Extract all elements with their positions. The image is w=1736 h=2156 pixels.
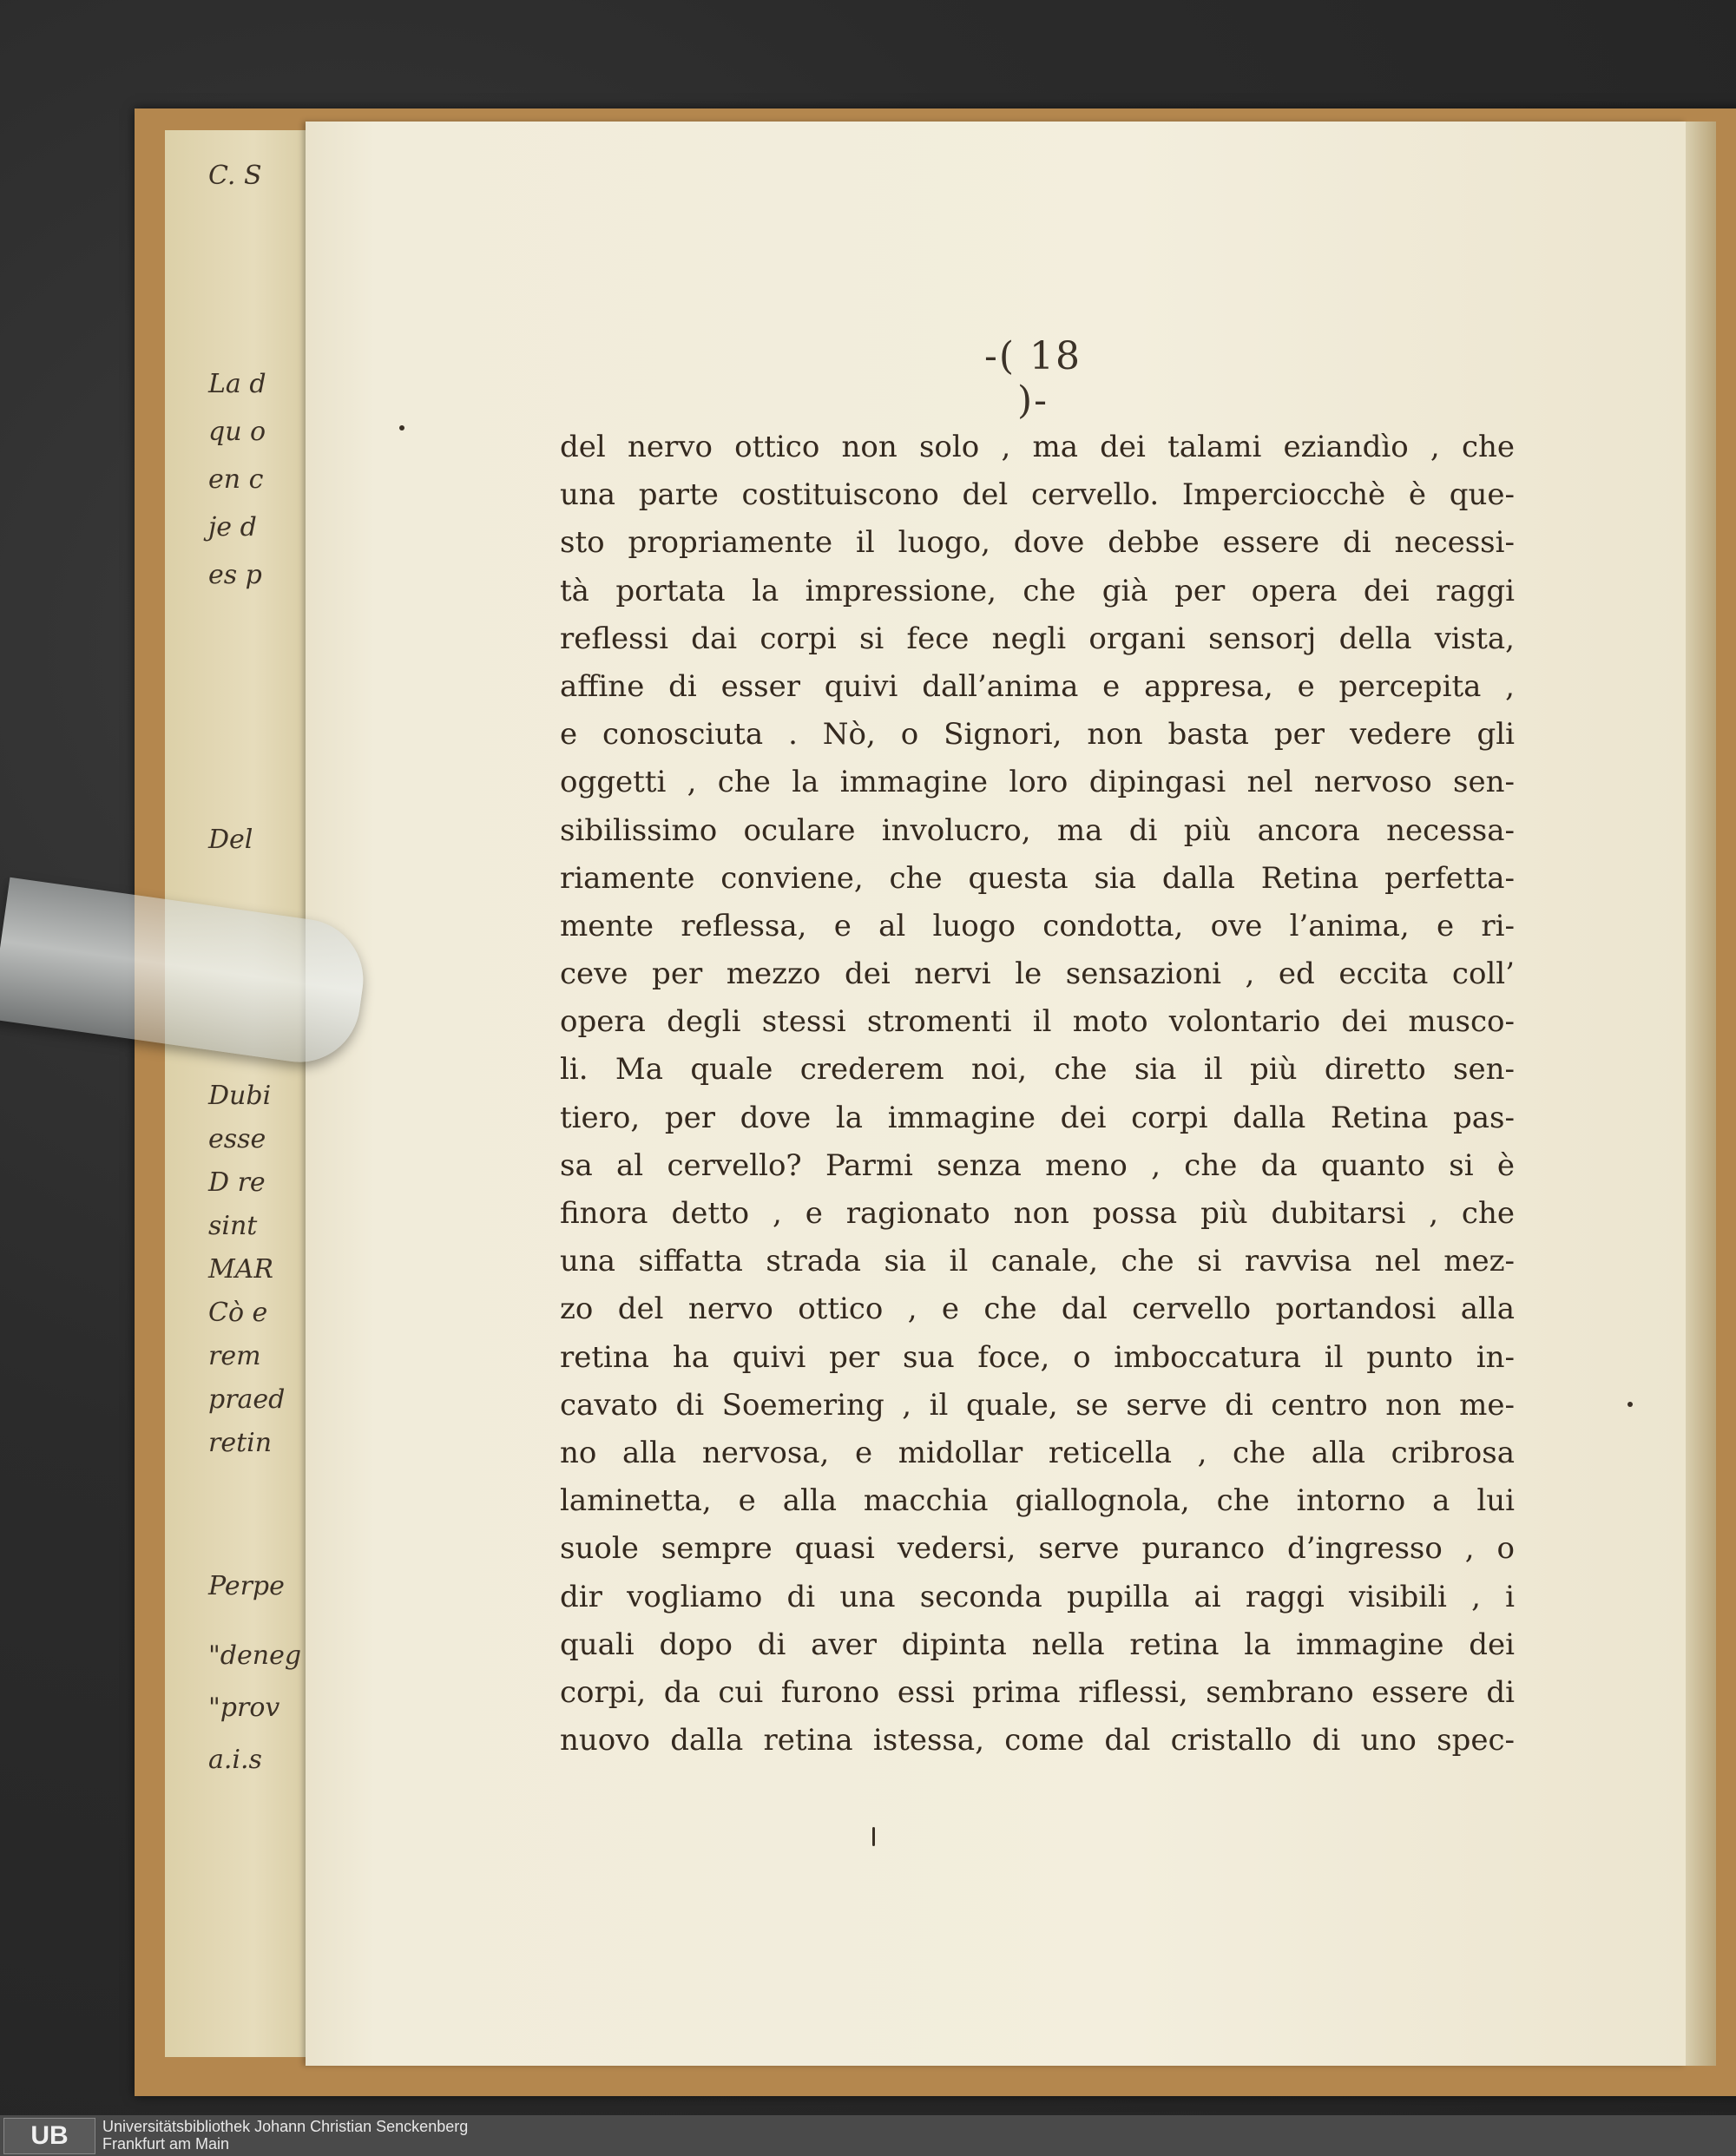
margin-note: esse [208, 1124, 266, 1154]
paper-speck [399, 425, 404, 431]
text-line: finora detto , e ragionato non possa più dubitarsi , che [560, 1196, 1515, 1231]
text-line: sa al cervello? Parmi senza meno , che da quanto si è [560, 1147, 1515, 1183]
page-number: -( 18 )- [983, 334, 1082, 423]
margin-note: La d [208, 369, 266, 399]
text-line: li. Ma quale crederem noi, che sia il più diretto sen- [560, 1052, 1515, 1088]
footer-institution: Universitätsbibliothek Johann Christian Senckenberg [102, 2118, 469, 2135]
text-line: sibilissimo oculare involucro, ma di più ancora necessa- [560, 812, 1515, 848]
paper-mark [872, 1827, 875, 1846]
text-line: retina ha quivi per sua foce, o imboccatura il punto in- [560, 1339, 1515, 1375]
margin-note: Cò e [208, 1298, 268, 1328]
text-line: quali dopo di aver dipinta nella retina la immagine dei [560, 1627, 1515, 1662]
text-line: no alla nervosa, e midollar reticella , che alla cribrosa [560, 1435, 1515, 1470]
margin-note: a.i.s [208, 1745, 262, 1775]
text-line: riamente conviene, che questa sia dalla Retina perfetta- [560, 860, 1515, 896]
text-line: laminetta, e alla macchia giallognola, che intorno a lui [560, 1483, 1515, 1519]
margin-note: Dubi [208, 1081, 272, 1111]
margin-note: Del [208, 825, 253, 855]
text-line: ceve per mezzo dei nervi le sensazioni , ed eccita coll’ [560, 956, 1515, 992]
margin-note: Perpe [208, 1571, 285, 1601]
text-line: nuovo dalla retina istessa, come dal cristallo di uno spec- [560, 1723, 1515, 1758]
text-line: dir vogliamo di una seconda pupilla ai raggi visibili , i [560, 1579, 1515, 1614]
text-line: suole sempre quasi vedersi, serve puranco d’ingresso , o [560, 1531, 1515, 1567]
body-text [560, 424, 1515, 1765]
text-line: affine di esser quivi dall’anima e appresa, e percepita , [560, 668, 1515, 704]
text-line: reflessi dai corpi si fece negli organi sensorj della vista, [560, 621, 1515, 656]
margin-note: D re [208, 1167, 266, 1198]
text-line: tà portata la impressione, che già per opera dei raggi [560, 573, 1515, 608]
text-line: una siffatta strada sia il canale, che si ravvisa nel mez- [560, 1244, 1515, 1279]
text-line: del nervo ottico non solo , ma dei talami eziandìo , che [560, 430, 1515, 464]
margin-note: retin [208, 1428, 273, 1458]
margin-note: qu o [208, 417, 266, 447]
text-line: oggetti , che la immagine loro dipingasi nel nervoso sen- [560, 765, 1515, 800]
margin-note: C. S [208, 161, 262, 191]
text-line: sto propriamente il luogo, dove debbe essere di necessi- [560, 525, 1515, 561]
footer-location: Frankfurt am Main [102, 2135, 230, 2153]
margin-note: sint [208, 1211, 258, 1241]
page-edge [1686, 122, 1716, 2066]
margin-note: rem [208, 1341, 261, 1371]
margin-note: praed [208, 1384, 286, 1415]
text-line: tiero, per dove la immagine dei corpi dalla Retina pas- [560, 1100, 1515, 1135]
margin-note: es p [208, 560, 262, 590]
text-line: corpi, da cui furono essi prima riflessi, sembrano essere di [560, 1674, 1515, 1710]
margin-note: MAR [208, 1254, 273, 1285]
text-line: opera degli stessi stromenti il moto volontario dei musco- [560, 1004, 1515, 1040]
text-line: e conosciuta . Nò, o Signori, non basta per vedere gli [560, 717, 1515, 753]
paper-speck [1628, 1402, 1633, 1407]
text-line: una parte costituiscono del cervello. Imperciocchè è que- [560, 477, 1515, 513]
margin-note: "deneg [208, 1640, 302, 1671]
text-line: mente reflessa, e al luogo condotta, ove l’anima, e ri- [560, 908, 1515, 943]
text-line: zo del nervo ottico , e che dal cervello portandosi alla [560, 1292, 1515, 1327]
library-logo: UB [3, 2118, 95, 2154]
margin-note: en c [208, 464, 264, 495]
margin-note: "prov [208, 1693, 280, 1723]
text-line: cavato di Soemering , il quale, se serve di centro non me- [560, 1387, 1515, 1423]
margin-note: je d [208, 512, 257, 542]
